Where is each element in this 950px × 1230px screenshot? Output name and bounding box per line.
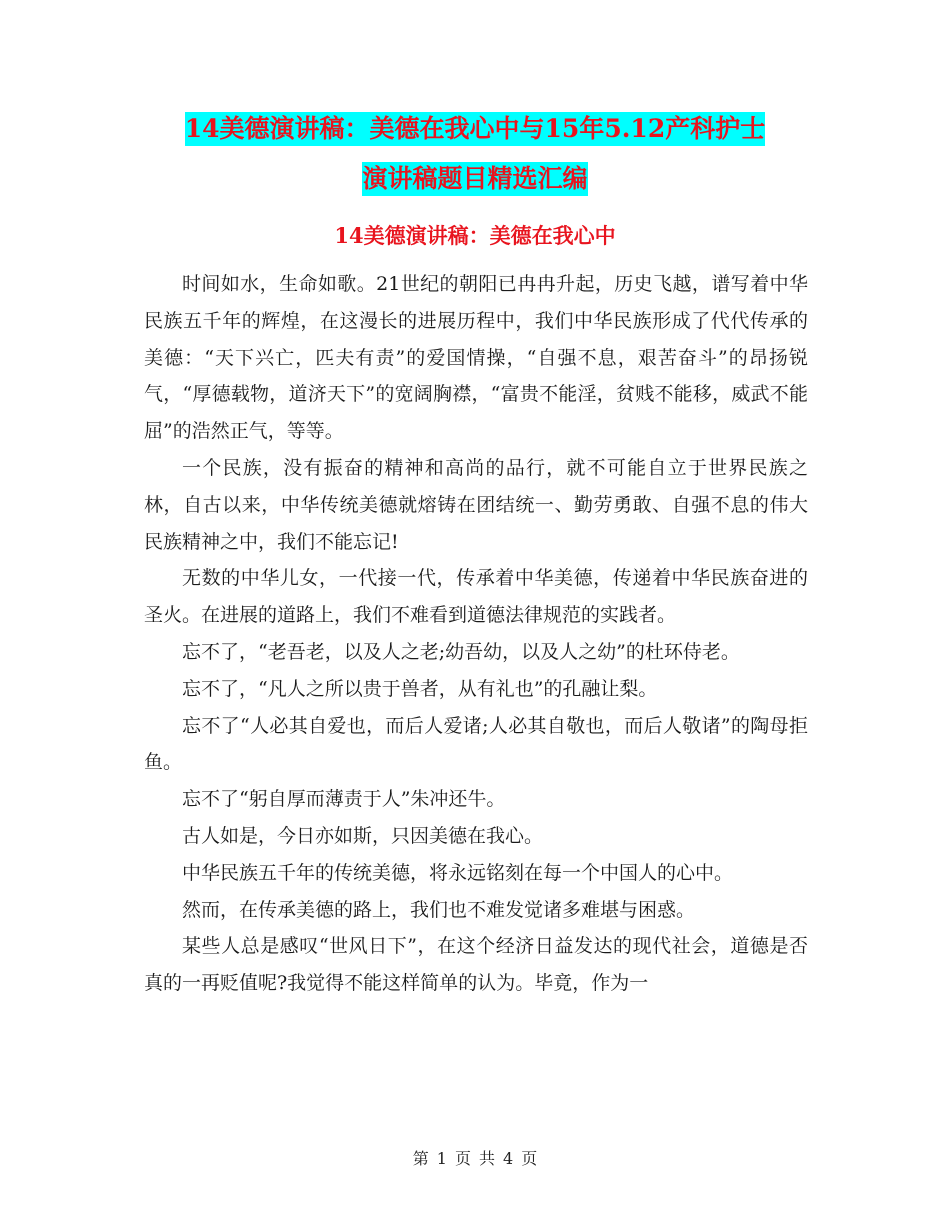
paragraph: 忘不了，“凡人之所以贵于兽者，从有礼也”的孔融让梨。	[182, 677, 658, 700]
total-label: 共	[479, 1149, 496, 1168]
page-label-mid: 页	[454, 1149, 471, 1168]
total-pages: 4	[503, 1149, 514, 1168]
paragraph: 然而，在传承美德的路上，我们也不难发觉诸多难堪与困惑。	[182, 898, 696, 921]
document-body	[144, 266, 808, 1002]
paragraph: 忘不了“人必其自爱也，而后人爱诸;人必其自敬也，而后人敬诸”的陶母拒鱼。	[144, 714, 808, 774]
paragraph: 时间如水，生命如歌。21世纪的朝阳已冉冉升起，历史飞越，谱写着中华民族五千年的辉煌，在这漫长的进展历程中，我们中华民族形成了代代传承的美德：“天下兴亡，匹夫有责”的爱国情操，“自强不息，艰苦奋斗”的昂扬锐气，“厚德载物，道济天下”的宽阔胸襟，“富贵不能淫，贫贱不能移，威武不能屈”的浩然正气，等等。	[144, 273, 808, 443]
document-title	[0, 112, 950, 196]
paragraph: 无数的中华儿女，一代接一代，传承着中华美德，传递着中华民族奋进的圣火。在进展的道路上，我们不难看到道德法律规范的实践者。	[144, 567, 808, 627]
paragraph: 一个民族，没有振奋的精神和高尚的品行，就不可能自立于世界民族之林，自古以来，中华传统美德就熔铸在团结统一、勤劳勇敢、自强不息的伟大民族精神之中，我们不能忘记!	[144, 456, 808, 553]
paragraph: 忘不了“躬自厚而薄责于人”朱冲还牛。	[182, 788, 506, 811]
paragraph: 古人如是，今日亦如斯，只因美德在我心。	[182, 824, 544, 847]
title-line-1: 14美德演讲稿：美德在我心中与15年5.12产科护士	[185, 112, 765, 146]
paragraph: 某些人总是感叹“世风日下”，在这个经济日益发达的现代社会，道德是否真的一再贬值呢?我觉得不能这样简单的认为。毕竟，作为一	[144, 935, 808, 995]
page-number: 1	[436, 1149, 447, 1168]
paragraph: 中华民族五千年的传统美德，将永远铭刻在每一个中国人的心中。	[182, 861, 734, 884]
section-title: 14美德演讲稿：美德在我心中	[334, 223, 616, 248]
page-label-pre: 第	[412, 1149, 429, 1168]
page-footer	[0, 1146, 950, 1169]
title-line-2: 演讲稿题目精选汇编	[362, 162, 587, 196]
page-label-post: 页	[521, 1149, 538, 1168]
paragraph: 忘不了，“老吾老，以及人之老;幼吾幼，以及人之幼”的杜环侍老。	[182, 640, 740, 663]
